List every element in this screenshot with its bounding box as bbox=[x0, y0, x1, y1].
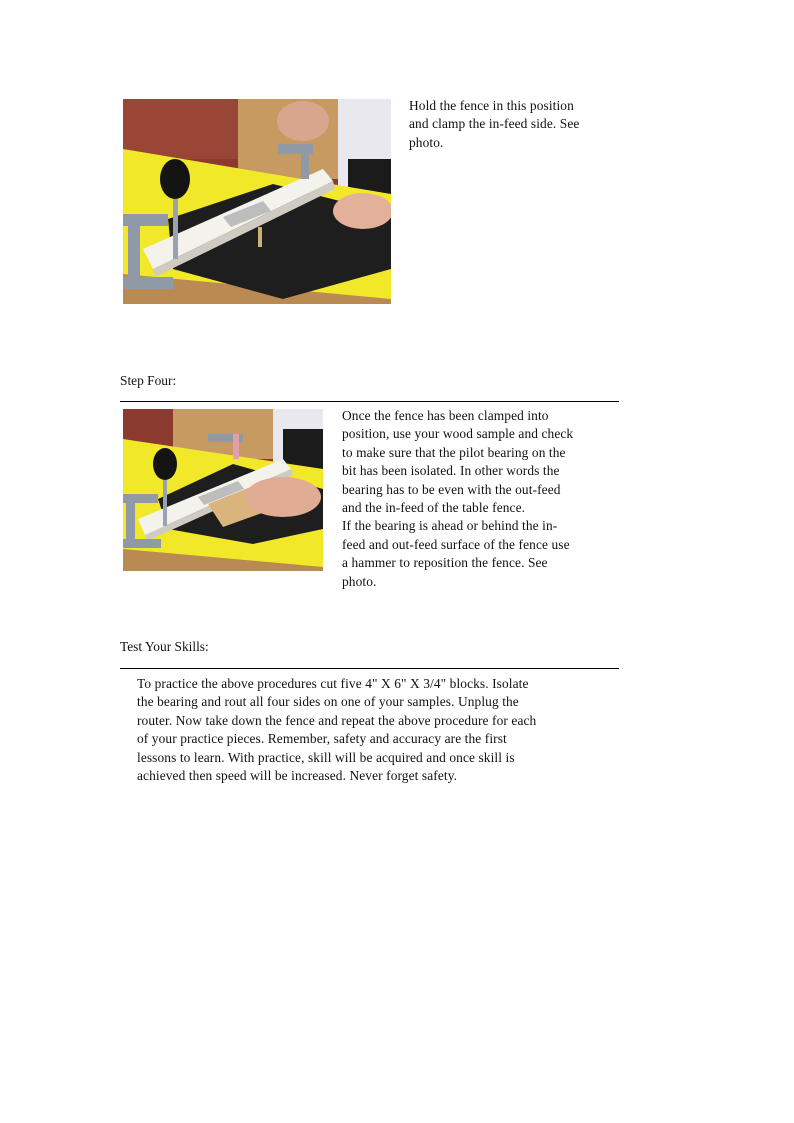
text-line: If the bearing is ahead or behind the in- bbox=[342, 518, 558, 534]
text-line: Hold the fence in this position bbox=[409, 98, 574, 113]
text-line: achieved then speed will be increased. Never forget safety. bbox=[137, 768, 458, 784]
text-line: router. Now take down the fence and repeat the above procedure for each bbox=[137, 712, 537, 728]
text-line: position, use your wood sample and check bbox=[342, 426, 574, 442]
step-four-heading: Step Four: bbox=[120, 373, 177, 388]
text-line: to make sure that the pilot bearing on the bbox=[342, 444, 566, 460]
text-line: bearing has to be even with the out-feed bbox=[342, 481, 561, 497]
step-four-divider bbox=[120, 401, 619, 402]
text-line: of your practice pieces. Remember, safety and accuracy are the first bbox=[137, 731, 507, 747]
fence-clamp-photo bbox=[123, 99, 391, 304]
text-line: photo. bbox=[409, 134, 444, 150]
text-line: the bearing and rout all four sides on one of your samples. Unplug the bbox=[137, 694, 519, 710]
text-line: photo. bbox=[342, 573, 377, 589]
text-line: a hammer to reposition the fence. See bbox=[342, 555, 548, 571]
text-line: and the in-feed of the table fence. bbox=[342, 500, 526, 516]
wood-sample-check-photo bbox=[123, 409, 323, 571]
text-line: Once the fence has been clamped into bbox=[342, 408, 549, 423]
text-line: To practice the above procedures cut five 4" X 6" X 3/4" blocks. Isolate bbox=[137, 676, 529, 691]
text-line: and clamp the in-feed side. See bbox=[409, 116, 580, 132]
text-line: lessons to learn. With practice, skill will be acquired and once skill is bbox=[137, 749, 515, 765]
test-skills-heading: Test Your Skills: bbox=[120, 639, 209, 654]
text-line: bit has been isolated. In other words the bbox=[342, 463, 560, 479]
test-skills-divider bbox=[120, 668, 619, 669]
fence-position-instructions bbox=[409, 97, 629, 152]
step-four-instructions bbox=[342, 407, 627, 591]
test-skills-instructions bbox=[137, 675, 617, 785]
text-line: feed and out-feed surface of the fence use bbox=[342, 536, 570, 552]
